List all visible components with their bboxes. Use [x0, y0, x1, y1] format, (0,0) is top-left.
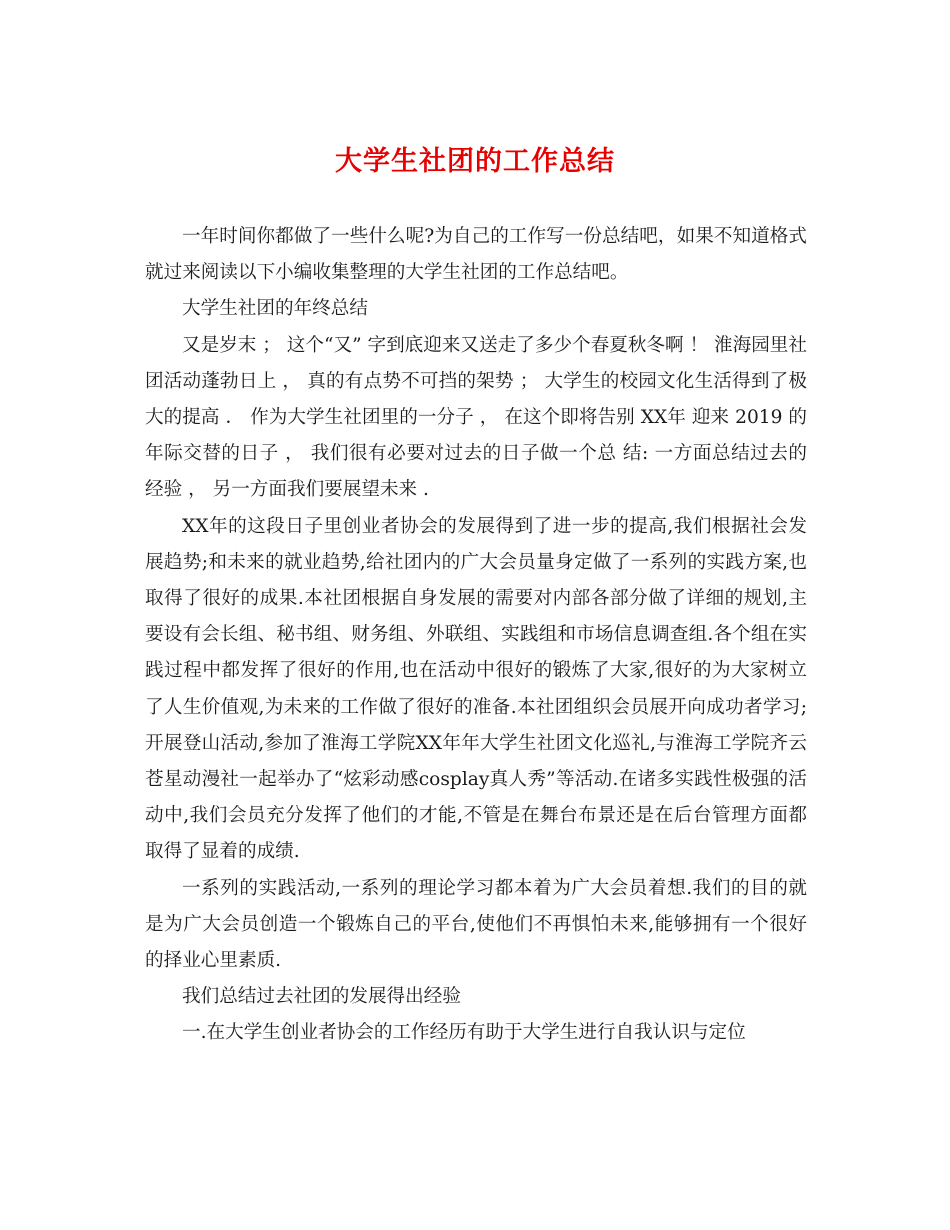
body-paragraph: 一系列的实践活动,一系列的理论学习都本着为广大会员着想.我们的目的就是为广大会员创造一个锻炼自己的平台,使他们不再惧怕未来,能够拥有一个很好的择业心里素质.: [145, 877, 807, 972]
intro-paragraph: 一年时间你都做了一些什么呢?为自己的工作写一份总结吧，如果不知道格式就过来阅读以下小编收集整理的大学生社团的工作总结吧。: [145, 226, 807, 284]
section-heading-experience: 我们总结过去社团的发展得出经验: [182, 986, 461, 1008]
body-paragraph: XX年的这段日子里创业者协会的发展得到了进一步的提高,我们根据社会发展趋势;和未来的就业趋势,给社团内的广大会员量身定做了一系列的实践方案,也取得了很好的成果.本社团根据自身发展的需要对内部各部分做了详细的规划,主要设有会长组、秘书组、财务组、外联组、实践组和市场信息调查组.各个组在实践过程中都发挥了很好的作用,也在活动中很好的锻炼了大家,很好的为大家树立了人生价值观,为未来的工作做了很好的准备.本社团组织会员展开向成功者学习;开展登山活动,参加了淮海工学院XX年年大学生社团文化巡礼,与淮海工学院齐云苍星动漫社一起举办了“炫彩动感cosplay真人秀”等活动.在诸多实践性极强的活动中,我们会员充分发挥了他们的才能,不管是在舞台布景还是在后台管理方面都取得了显着的成绩.: [145, 515, 807, 863]
numbered-heading: 一.在大学生创业者协会的工作经历有助于大学生进行自我认识与定位: [182, 1022, 746, 1044]
document-body: [145, 219, 807, 1052]
document-title: 大学生社团的工作总结: [335, 146, 615, 177]
body-paragraph: 又是岁末 ； 这个“又” 字到底迎来又送走了多少个春夏秋冬啊 ！ 淮海园里社团活动蓬勃日上 ， 真的有点势不可挡的架势 ； 大学生的校园文化生活得到了极大的提高 ． 作为大学生社团里的一分子 ， 在这个即将告别 XX年 迎来 2019 的年际交替的日子 ， 我们很有必要对过去的日子做一个总 结: 一方面总结过去的经验 ， 另一方面我们要展望未来 .: [145, 334, 807, 501]
section-heading-annual-summary: 大学生社团的年终总结: [182, 298, 368, 320]
